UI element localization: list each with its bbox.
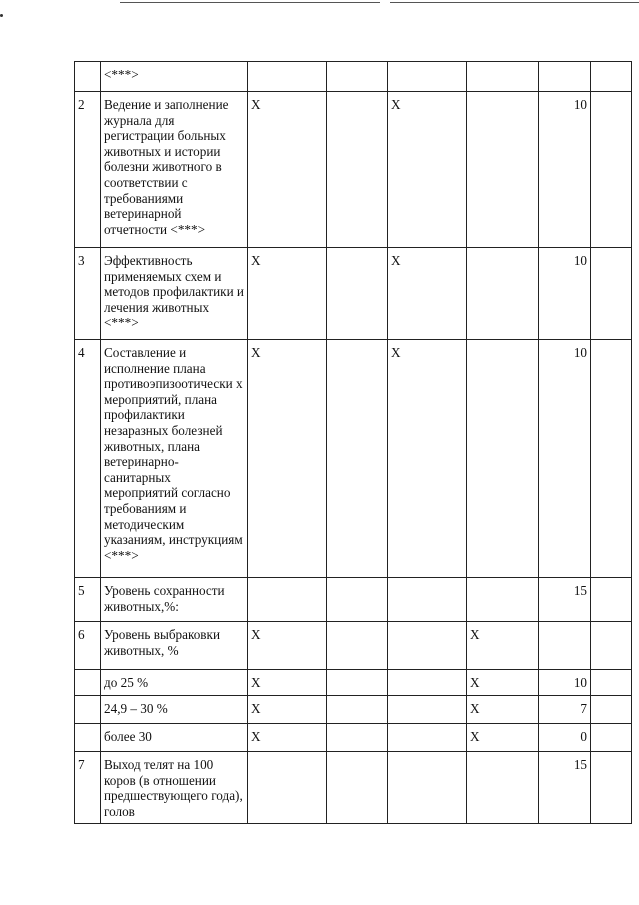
- score-cell: 10: [539, 92, 591, 248]
- table-row: [75, 340, 632, 578]
- extra-cell: [591, 696, 632, 724]
- mark-cell-2: [327, 670, 388, 696]
- mark-cell-3: X: [388, 248, 467, 340]
- criterion-text: 24,9 – 30 %: [101, 696, 248, 724]
- criterion-text: более 30: [101, 724, 248, 752]
- table-row: [75, 62, 632, 92]
- mark-cell-1: [248, 62, 327, 92]
- mark-cell-1: X: [248, 696, 327, 724]
- mark-cell-1: X: [248, 724, 327, 752]
- mark-cell-4: X: [467, 724, 539, 752]
- mark-cell-3: [388, 578, 467, 622]
- table-row: [75, 724, 632, 752]
- criterion-text: Уровень сохранности животных,%:: [101, 578, 248, 622]
- score-cell: 15: [539, 752, 591, 824]
- mark-cell-1: X: [248, 622, 327, 670]
- table-row: [75, 578, 632, 622]
- score-cell: 10: [539, 340, 591, 578]
- row-number: [75, 724, 101, 752]
- mark-cell-2: [327, 248, 388, 340]
- table-row: [75, 670, 632, 696]
- mark-cell-3: X: [388, 340, 467, 578]
- criterion-text: до 25 %: [101, 670, 248, 696]
- score-cell: 7: [539, 696, 591, 724]
- row-number: [75, 62, 101, 92]
- criteria-table: [74, 61, 632, 824]
- mark-cell-1: X: [248, 340, 327, 578]
- extra-cell: [591, 752, 632, 824]
- row-number: 5: [75, 578, 101, 622]
- mark-cell-3: [388, 696, 467, 724]
- score-cell: [539, 62, 591, 92]
- mark-cell-2: [327, 62, 388, 92]
- mark-cell-1: [248, 752, 327, 824]
- score-cell: 15: [539, 578, 591, 622]
- extra-cell: [591, 724, 632, 752]
- row-number: 7: [75, 752, 101, 824]
- row-number: 2: [75, 92, 101, 248]
- extra-cell: [591, 62, 632, 92]
- mark-cell-3: [388, 670, 467, 696]
- mark-cell-4: X: [467, 670, 539, 696]
- criterion-text: Составление и исполнение плана противоэпизоотически х мероприятий, плана профилактики незаразных болезней животных, плана ветеринарно-санитарных мероприятий согласно требованиям и методическим указаниям, инструкциям <***>: [101, 340, 248, 578]
- mark-cell-3: [388, 724, 467, 752]
- mark-cell-2: [327, 752, 388, 824]
- row-number: 3: [75, 248, 101, 340]
- mark-cell-2: [327, 724, 388, 752]
- extra-cell: [591, 622, 632, 670]
- row-number: 4: [75, 340, 101, 578]
- extra-cell: [591, 670, 632, 696]
- mark-cell-4: X: [467, 622, 539, 670]
- mark-cell-2: [327, 578, 388, 622]
- score-cell: 10: [539, 248, 591, 340]
- criterion-text: Уровень выбраковки животных, %: [101, 622, 248, 670]
- scan-dot: [0, 14, 3, 17]
- criterion-text: Выход телят на 100 коров (в отношении предшествующего года), голов: [101, 752, 248, 824]
- mark-cell-1: X: [248, 248, 327, 340]
- row-number: 6: [75, 622, 101, 670]
- extra-cell: [591, 92, 632, 248]
- mark-cell-1: X: [248, 670, 327, 696]
- mark-cell-3: [388, 62, 467, 92]
- mark-cell-4: [467, 248, 539, 340]
- mark-cell-4: X: [467, 696, 539, 724]
- mark-cell-4: [467, 752, 539, 824]
- table-row: [75, 696, 632, 724]
- score-cell: 0: [539, 724, 591, 752]
- mark-cell-2: [327, 696, 388, 724]
- mark-cell-2: [327, 92, 388, 248]
- extra-cell: [591, 340, 632, 578]
- score-cell: 10: [539, 670, 591, 696]
- table-body: [75, 62, 632, 824]
- table-row: [75, 92, 632, 248]
- mark-cell-2: [327, 340, 388, 578]
- criterion-text: <***>: [101, 62, 248, 92]
- criterion-text: Ведение и заполнение журнала для регистрации больных животных и истории болезни животного в соответствии с требованиями ветеринарной отчетности <***>: [101, 92, 248, 248]
- table-row: [75, 752, 632, 824]
- mark-cell-2: [327, 622, 388, 670]
- mark-cell-3: [388, 752, 467, 824]
- mark-cell-4: [467, 92, 539, 248]
- mark-cell-3: X: [388, 92, 467, 248]
- score-cell: [539, 622, 591, 670]
- table-row: [75, 248, 632, 340]
- mark-cell-1: X: [248, 92, 327, 248]
- row-number: [75, 670, 101, 696]
- row-number: [75, 696, 101, 724]
- mark-cell-3: [388, 622, 467, 670]
- mark-cell-1: [248, 578, 327, 622]
- table-row: [75, 622, 632, 670]
- extra-cell: [591, 248, 632, 340]
- scan-top-line-right: [390, 2, 639, 3]
- scan-top-line-left: [120, 2, 380, 3]
- mark-cell-4: [467, 340, 539, 578]
- mark-cell-4: [467, 578, 539, 622]
- mark-cell-4: [467, 62, 539, 92]
- criterion-text: Эффективность применяемых схем и методов профилактики и лечения животных <***>: [101, 248, 248, 340]
- extra-cell: [591, 578, 632, 622]
